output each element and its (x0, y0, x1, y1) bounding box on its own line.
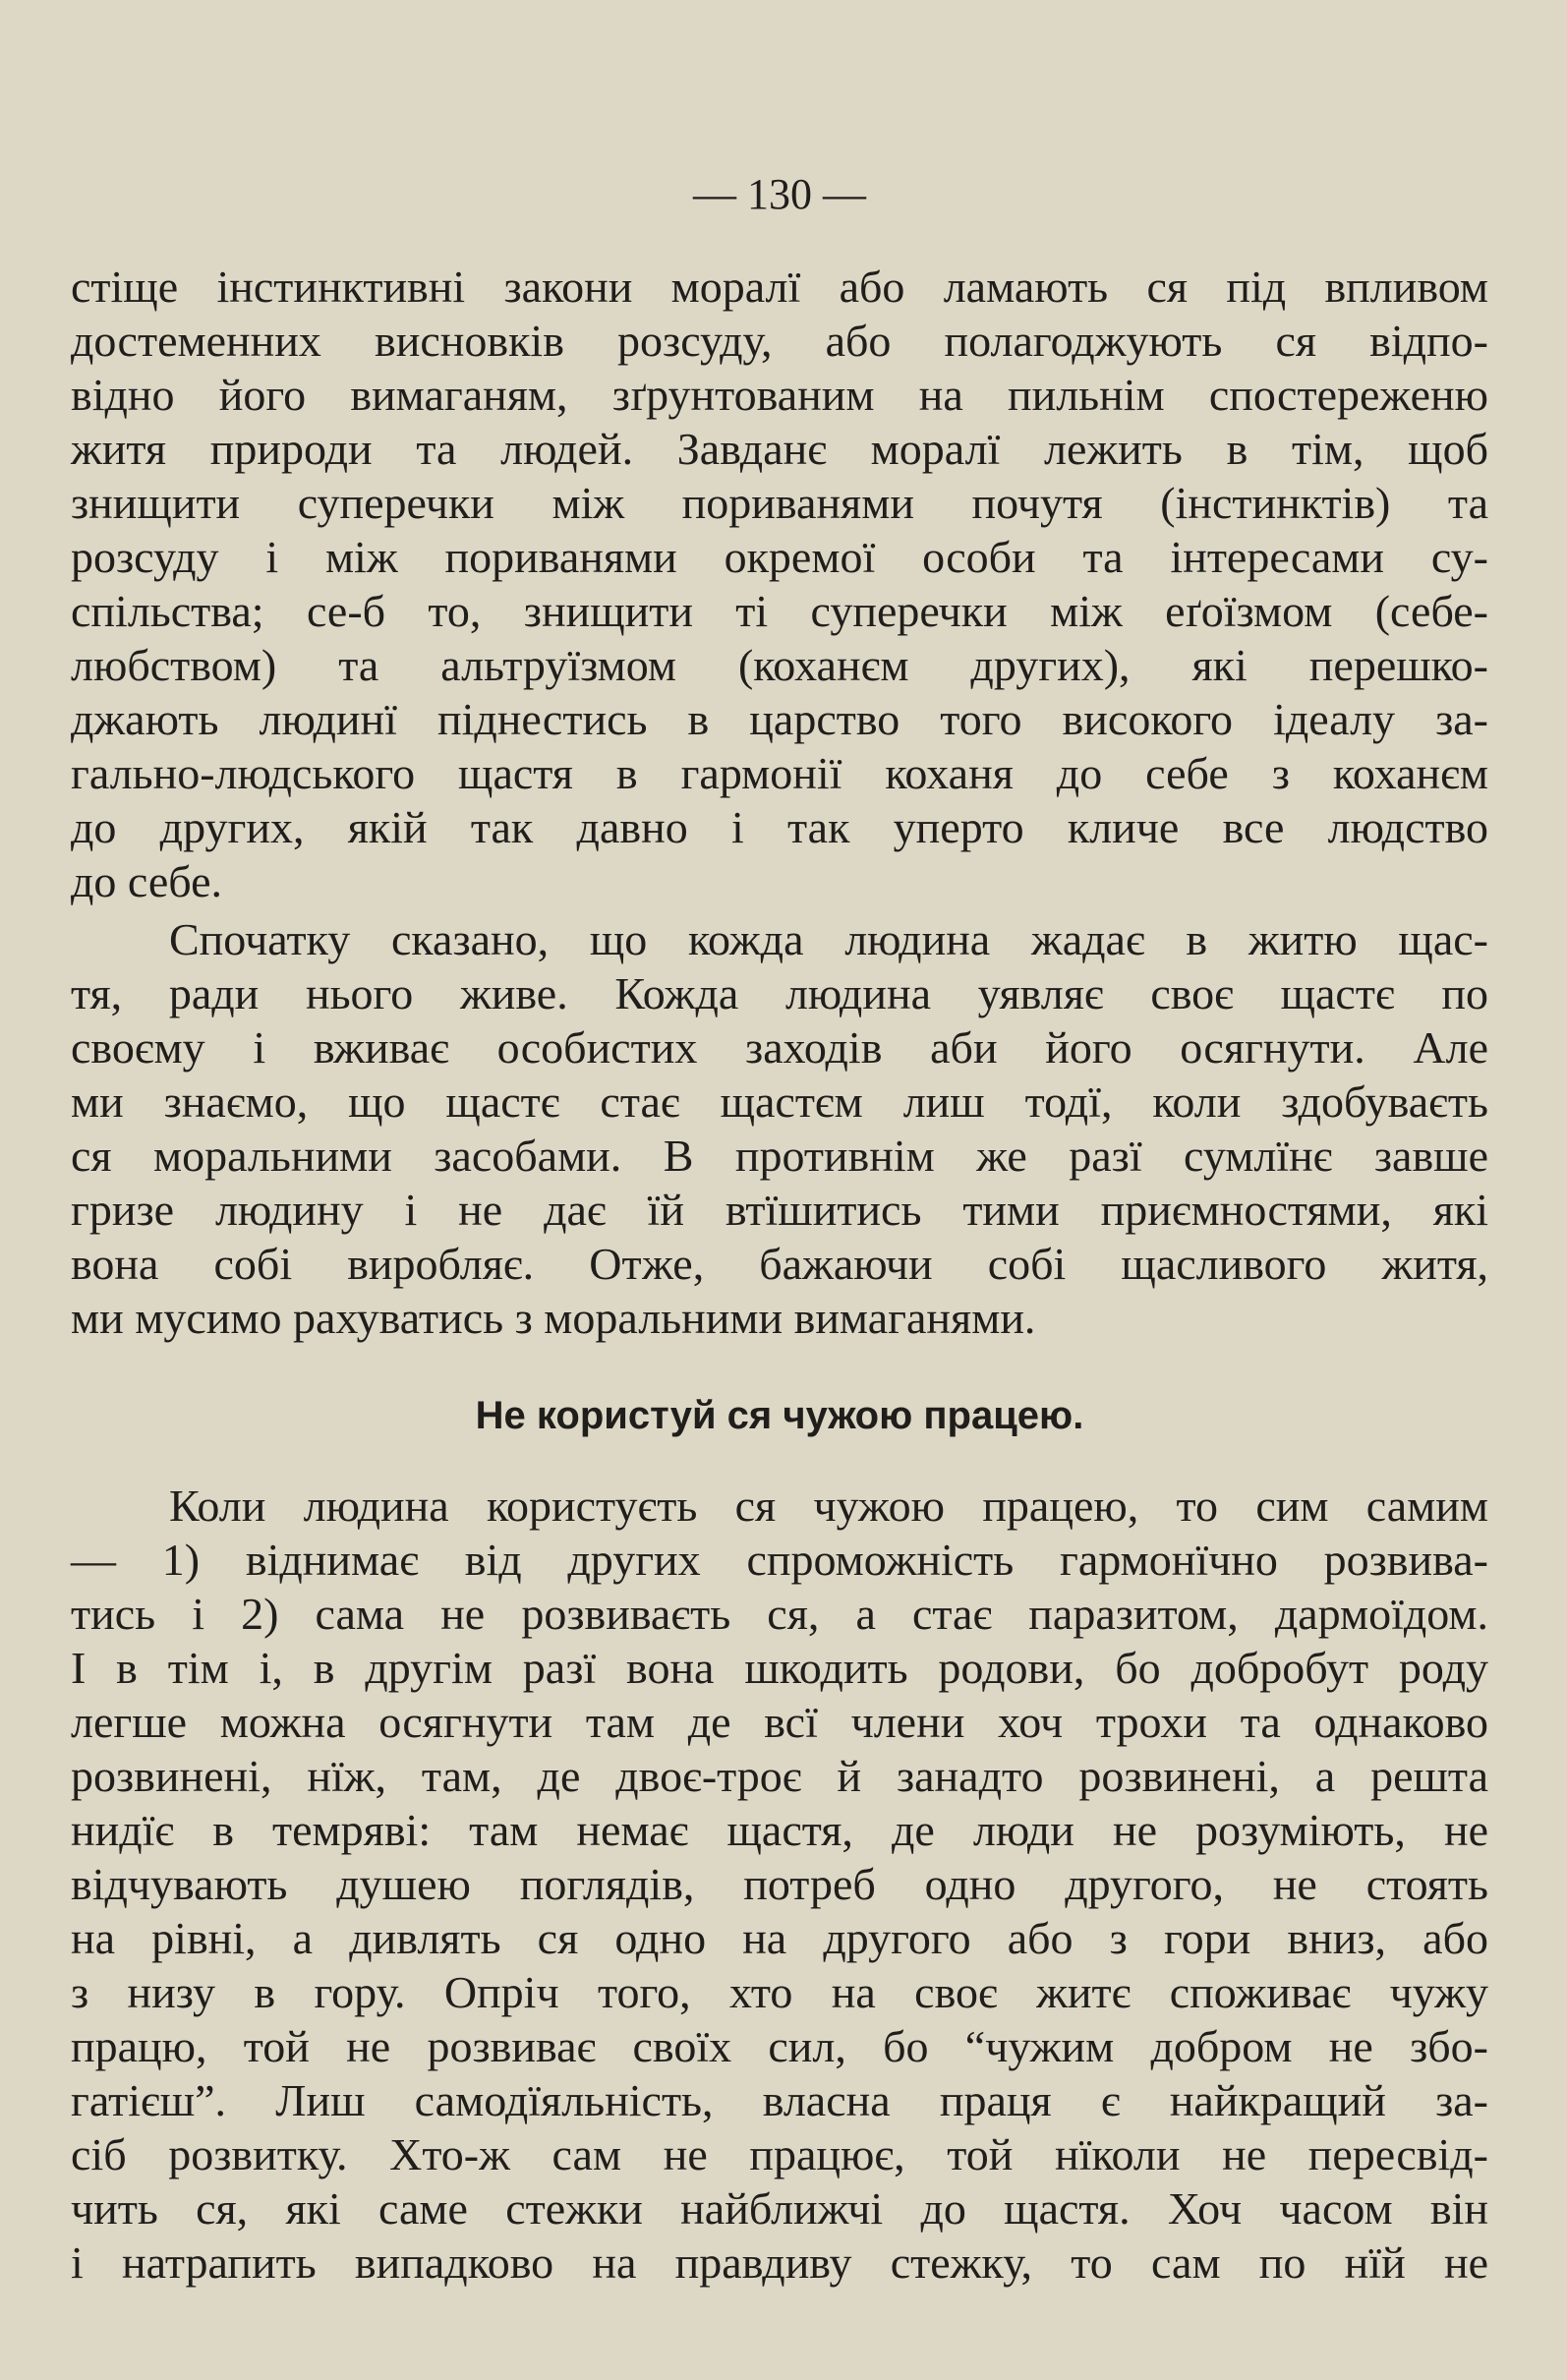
paragraph-2-line: вона собі виробляє. Отже, бажаючи собі щасливого житя, (71, 1239, 1488, 1289)
paragraph-3-line: працю, той не розвиває своїх сил, бо “чужим добром не збо- (71, 2021, 1488, 2071)
paragraph-3-line: на рівні, а дивлять ся одно на другого або з гори вниз, або (71, 1913, 1488, 1963)
paragraph-1-line: любством) та альтруїзмом (коханєм других), які перешко- (71, 640, 1488, 690)
paragraph-2-line: ми мусимо рахуватись з моральними вимаганями. (71, 1293, 1036, 1343)
paragraph-3-line: нидїє в темряві: там немає щастя, де люди не розуміють, не (71, 1805, 1488, 1855)
paragraph-3-line: Коли людина користуєть ся чужою працею, то сим самим (169, 1480, 1488, 1531)
paragraph-2-line: гризе людину і не дає їй втїшитись тими приємностями, які (71, 1185, 1488, 1235)
paragraph-1-line: розсуду і між пориванями окремої особи та інтересами су- (71, 532, 1488, 582)
paragraph-3-line: сіб розвитку. Хто-ж сам не працює, той нїколи не пересвід- (71, 2129, 1488, 2179)
paragraph-3-line: розвинені, нїж, там, де двоє-троє й занадто розвинені, а решта (71, 1751, 1488, 1801)
paragraph-3-line: чить ся, які саме стежки найближчі до щастя. Хоч часом він (71, 2183, 1488, 2234)
paragraph-1-line: достеменних висновків розсуду, або полагоджують ся відпо- (71, 316, 1488, 366)
paragraph-1-line: відно його вимаганям, зґрунтованим на пильнім спостереженю (71, 370, 1488, 420)
paragraph-2-line: своєму і вживає особистих заходів аби його осягнути. Але (71, 1022, 1488, 1073)
paragraph-1-line: спільства; се-б то, знищити ті суперечки між еґоїзмом (себе- (71, 586, 1488, 636)
section-heading: Не користуй ся чужою працею. (475, 1394, 1084, 1437)
paragraph-2-line: тя, ради нього живе. Кожда людина уявляє своє щастє по (71, 968, 1488, 1018)
paragraph-2-line: Спочатку сказано, що кожда людина жадає в житю щас- (169, 914, 1488, 964)
paragraph-1-line: стіще інстинктивні закони моралї або ламають ся під впливом (71, 261, 1488, 312)
paragraph-3-line: — 1) віднимає від других спроможність гармонїчно розвива- (71, 1535, 1488, 1585)
paragraph-2-line: ми знаємо, що щастє стає щастєм лиш тодї, коли здобуваєть (71, 1076, 1488, 1127)
paragraph-1-line: житя природи та людей. Завданє моралї лежить в тім, щоб (71, 424, 1488, 474)
page-number: — 130 — (693, 170, 866, 218)
paragraph-1-line: до себе. (71, 856, 223, 906)
paragraph-3-line: тись і 2) сама не розвиваєть ся, а стає паразитом, дармоїдом. (71, 1589, 1488, 1639)
paragraph-3-line: І в тім і, в другім разї вона шкодить родови, бо добробут роду (71, 1643, 1488, 1693)
paragraph-1-line: знищити суперечки між пориванями почутя (інстинктів) та (71, 478, 1488, 528)
paragraph-3-line: і натрапить випадково на правдиву стежку, то сам по нїй не (71, 2237, 1488, 2288)
paragraph-3-line: легше можна осягнути там де всї члени хоч трохи та однаково (71, 1697, 1488, 1747)
paragraph-1-line: джають людинї піднестись в царство того високого ідеалу за- (71, 694, 1488, 744)
paragraph-1-line: гально-людського щастя в гармонії коханя до себе з коханєм (71, 748, 1488, 798)
paragraph-2 (71, 912, 1488, 1345)
paragraph-3-line: відчувають душею поглядів, потреб одно другого, не стоять (71, 1859, 1488, 1909)
paragraph-3-line: з низу в гору. Опріч того, хто на своє житє споживає чужу (71, 1967, 1488, 2017)
paragraph-3-line: гатієш”. Лиш самодїяльність, власна праця є найкращий за- (71, 2075, 1488, 2125)
paragraph-1-line: до других, якій так давно і так уперто кличе все людство (71, 802, 1488, 852)
paragraph-3 (71, 1479, 1488, 2290)
paragraph-2-line: ся моральними засобами. В противнім же разї сумлїнє завше (71, 1131, 1488, 1181)
paragraph-1 (71, 260, 1488, 908)
